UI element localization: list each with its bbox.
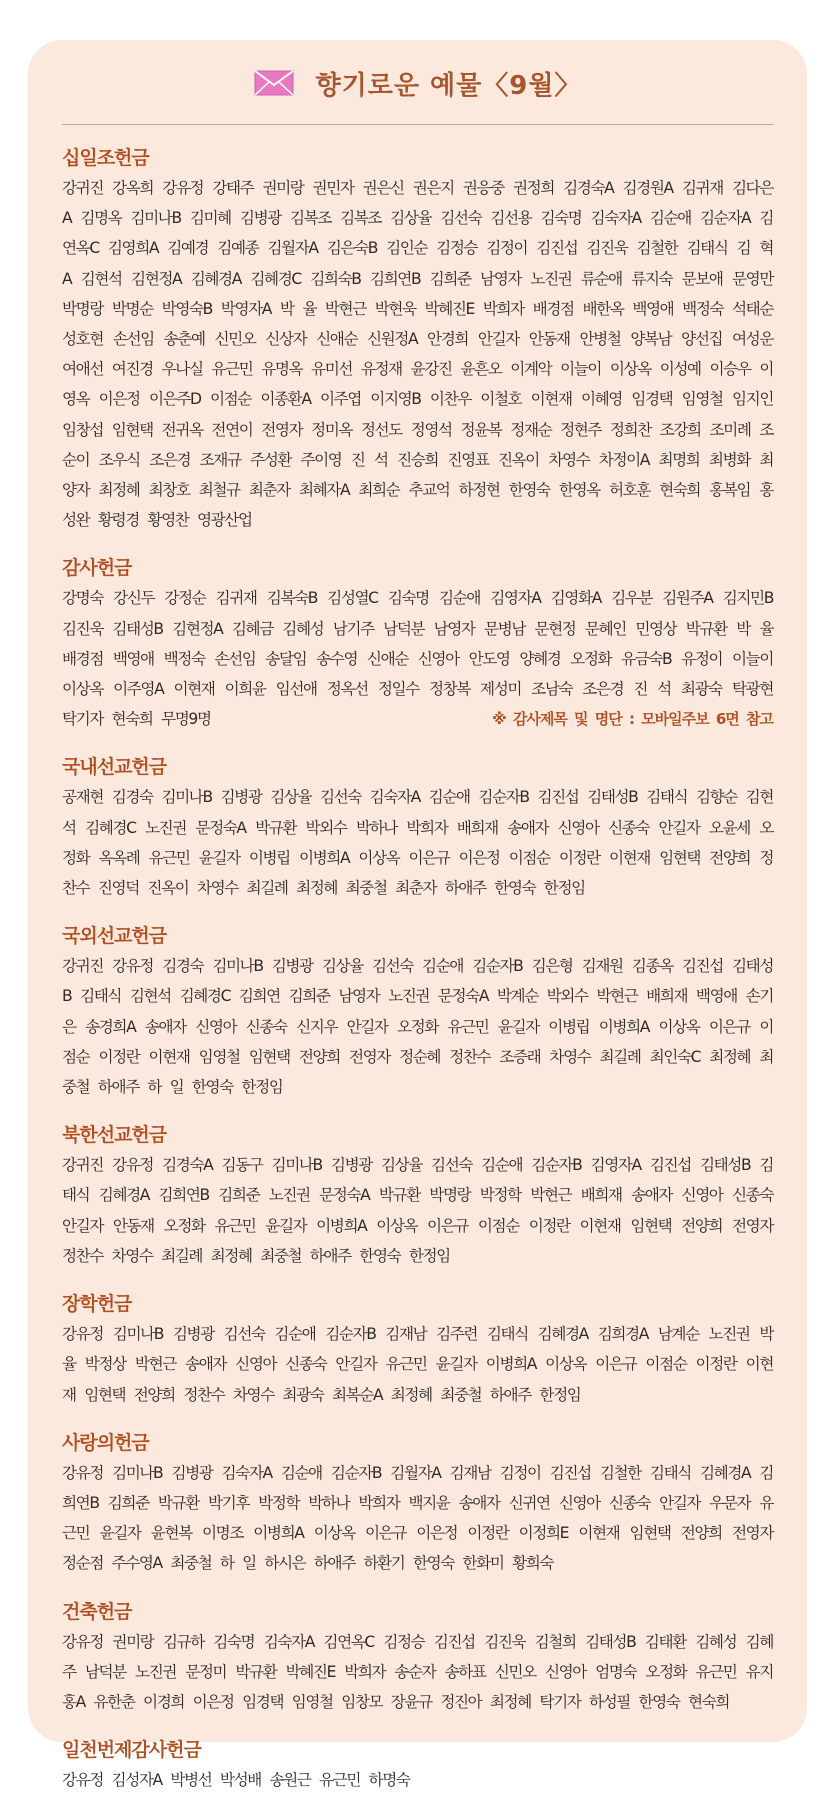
divider xyxy=(62,124,773,125)
section-title: 국외선교헌금 xyxy=(62,925,167,948)
page-title: 향기로운 예물〈9월〉 xyxy=(315,70,582,101)
offering-section xyxy=(62,921,773,1102)
envelope-icon xyxy=(254,70,294,96)
donor-names xyxy=(62,951,773,1102)
header xyxy=(62,44,773,122)
donor-names xyxy=(62,1319,773,1410)
section-title: 장학헌금 xyxy=(62,1293,132,1316)
sections-list xyxy=(62,143,773,1795)
offering-section xyxy=(62,1120,773,1271)
section-title: 국내선교헌금 xyxy=(62,756,167,779)
donor-names xyxy=(62,173,773,535)
section-title: 십일조헌금 xyxy=(62,147,149,169)
donor-names-text: 강명숙 강신두 강정순 김귀재 김복숙B 김성열C 김숙명 김순애 김영자A 김영화A 김우분 김원주A 김지민B 김진욱 김태성B 김현정A 김혜금 김혜성 남기주 남덕분 남영자 문병남 문현정 문혜인 민영상 박규환 박 율 배경점 백영애 백정숙 손선임 송달임 송수영 신애순 신영아 안도영 양혜경 오정화 유금숙B 유정이 이늘이 이상옥 이주영A 이현재 이희윤 임선애 정옥선 정일수 정창복 제성미 조남숙 조은경 진 석 최광숙 탁광현 탁기자 현숙희 무명9명 xyxy=(62,589,773,729)
donor-names-text: 강유정 김미나B 김병광 김숙자A 김순애 김순자B 김월자A 김재남 김정이 김진섭 김철한 김태식 김혜경A 김희연B 김희준 박규환 박기후 박정학 박하나 박희자 백지윤 송애자 신귀연 신영아 신종숙 안길자 우문자 유근민 윤길자 윤현복 이명조 이병희A 이상옥 이은규 이은정 이정란 이정희E 이현재 임현택 전양희 전영자 정순점 주수영A 최중철 하 일 하시은 하애주 하환기 한영숙 한화미 황희숙 xyxy=(62,1463,773,1573)
donor-names-text: 강귀진 강유정 김경숙A 김동구 김미나B 김병광 김상율 김선숙 김순애 김순자B 김영자A 김진섭 김태성B 김태식 김혜경A 김희연B 김희준 노진권 문정숙A 박규환 박명랑 박정학 박현근 배희재 송애자 신영아 신종숙 안길자 안동재 오정화 유근민 윤길자 이병희A 이상옥 이은규 이점순 이정란 이현재 임현택 전양희 전영자 정찬수 차영수 최길례 최정혜 최중철 하애주 한영숙 한정임 xyxy=(62,1156,773,1265)
offering-section xyxy=(62,1289,773,1410)
donor-names-text: 강유정 권미랑 김규하 김숙명 김숙자A 김연옥C 김정승 김진섭 김진욱 김철희 김태성B 김태환 김혜성 김혜주 남덕분 노진권 문정미 박규환 박혜진E 박희자 송순자 송하표 신민오 신영아 엄명숙 오정화 유근민 유지홍A 유한춘 이경희 이은정 임경택 임영철 임창모 장윤규 정진아 최정혜 탁기자 하성필 한영숙 현숙희 xyxy=(62,1632,773,1711)
offering-section xyxy=(62,1597,773,1718)
donor-names xyxy=(62,782,773,903)
donor-names xyxy=(62,1627,773,1718)
donor-names-text: 공재현 김경숙 김미나B 김병광 김상율 김선숙 김숙자A 김순애 김순자B 김진섭 김태성B 김태식 김향순 김현석 김혜경C 노진권 문정숙A 박규환 박외수 박하나 박희자 배희재 송애자 신영아 신종숙 안길자 오윤세 오정화 옥옥례 유근민 윤길자 이병립 이병희A 이상옥 이은규 이은정 이점순 이정란 이현재 임현택 전양희 정찬수 진영덕 진옥이 차영수 최길례 최정혜 최중철 최춘자 하애주 한영숙 한정임 xyxy=(62,788,773,898)
section-title: 일천번제감사헌금 xyxy=(62,1739,201,1762)
section-note: ※ 감사제목 및 명단 : 모바일주보 6면 참고 xyxy=(492,710,773,729)
section-title: 건축헌금 xyxy=(62,1600,132,1623)
donor-names xyxy=(62,1150,773,1271)
donor-names-text: 강귀진 강옥희 강유정 강태주 권미랑 권민자 권은신 권은지 권응중 권정희 김경숙A 김경원A 김귀재 김다은A 김명옥 김미나B 김미혜 김병광 김복조 김복조 김상율 김선숙 김선용 김숙명 김숙자A 김순애 김순자A 김연옥C 김영희A 김예경 김예종 김월자A 김은숙B 김인순 김정승 김정이 김진섭 김진욱 김철한 김태식 김 혁A 김현석 김현정A 김혜경A 김혜경C 김희숙B 김희연B 김희준 남영자 노진권 류순애 류지숙 문보애 문영만 박명랑 박명순 박영숙B 박영자A 박 율 박현근 박현욱 박혜진E 박희자 배경점 배한옥 백영애 백정숙 석태순 성호현 손선임 송춘예 신민오 신상자 신애순 신원정A 안경희 안길자 안동재 안병철 양복남 양선집 여성운 여애선 여진경 우나실 유근민 유명옥 유미선 유정재 윤강진 윤흔오 이계악 이늘이 이상옥 이성예 이승우 이영옥 이은정 이은주D 이점순 이종환A 이주엽 이지영B 이찬우 이철호 이현재 이혜영 임경택 임영철 임지인 임창섭 임현택 전귀옥 전연이 전영자 정미옥 정선도 정영석 정윤복 정재순 정현주 정희찬 조강희 조미례 조순이 조우식 조은경 조재규 주성환 주이영 진 석 진승희 진영표 진옥이 차영수 차정이A 최명희 최병화 최양자 최정혜 최창호 최철규 최춘자 최혜자A 최희순 추교억 하정현 한영숙 한영옥 허호훈 현숙희 홍복임 홍성완 황령경 황영찬 영광산업 xyxy=(62,179,773,530)
section-title: 북한선교헌금 xyxy=(62,1124,167,1147)
donor-names-text: 강유정 김성자A 박병선 박성배 송원근 유근민 하명숙 xyxy=(62,1771,410,1790)
donor-names xyxy=(62,1458,773,1579)
offering-section xyxy=(62,553,773,734)
donor-names xyxy=(62,583,773,734)
offering-section xyxy=(62,143,773,535)
offering-card xyxy=(28,40,807,1790)
donor-names-text: 강귀진 강유정 김경숙 김미나B 김병광 김상율 김선숙 김순애 김순자B 김은형 김재원 김종옥 김진섭 김태성B 김태식 김현석 김혜경C 김희연 김희준 남영자 노진권 문정숙A 박계순 박외수 박현근 배희재 백영애 손기은 송경희A 송애자 신영아 신종숙 신지우 안길자 오정화 유근민 윤길자 이병립 이병희A 이상옥 이은규 이점순 이정란 이현재 임영철 임현택 전양희 전영자 정순혜 정찬수 조증래 차영수 최길례 최인숙C 최정혜 최중철 하애주 하 일 한영숙 한정임 xyxy=(62,957,773,1097)
section-title: 감사헌금 xyxy=(62,557,132,580)
offering-section xyxy=(62,1428,773,1579)
offering-section xyxy=(62,752,773,903)
section-title: 사랑의헌금 xyxy=(62,1431,149,1454)
donor-names-text: 강유정 김미나B 김병광 김선숙 김순애 김순자B 김재남 김주련 김태식 김혜경A 김희경A 남계순 노진권 박 율 박정상 박현근 송애자 신영아 신종숙 안길자 유근민 윤길자 이병희A 이상옥 이은규 이점순 이정란 이현재 임현택 전양희 정찬수 차영수 최광숙 최복순A 최정혜 최중철 하애주 한정임 xyxy=(62,1325,773,1404)
offering-section xyxy=(62,1735,773,1795)
